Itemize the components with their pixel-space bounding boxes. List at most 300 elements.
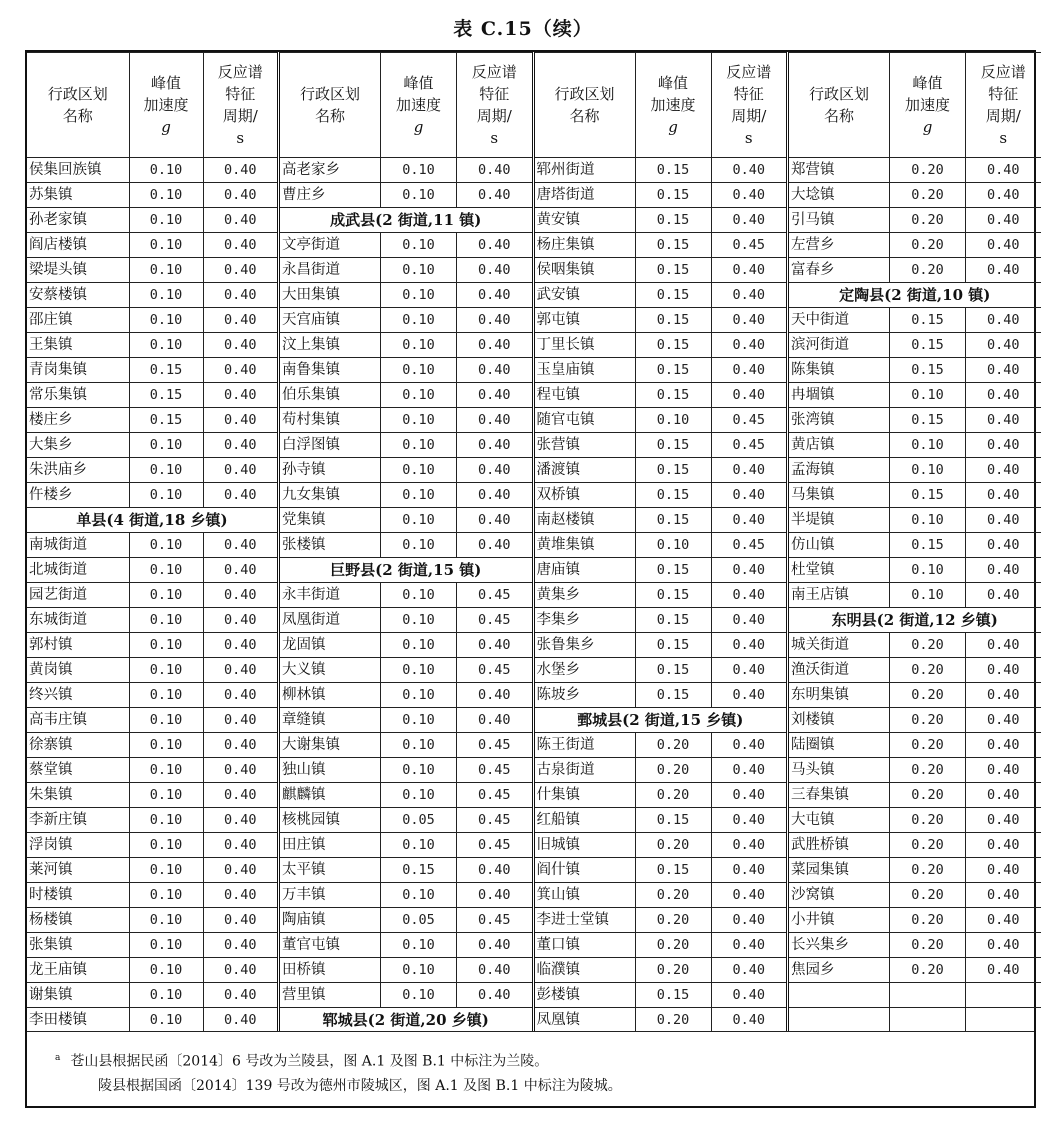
table-row xyxy=(788,358,1041,383)
table-row xyxy=(788,908,1041,933)
cell-peak-accel: 0.10 xyxy=(890,383,966,408)
table-row xyxy=(27,408,277,433)
table-row xyxy=(27,583,277,608)
cell-period: 0.40 xyxy=(711,258,786,283)
cell-peak-accel: 0.10 xyxy=(381,283,457,308)
cell-period: 0.40 xyxy=(203,358,277,383)
table-row xyxy=(279,408,532,433)
table-block-4 xyxy=(786,52,1041,1032)
table-row xyxy=(533,358,786,383)
table-row xyxy=(533,633,786,658)
table-row xyxy=(788,258,1041,283)
cell-period: 0.40 xyxy=(203,708,277,733)
cell-period: 0.40 xyxy=(457,358,532,383)
table-row xyxy=(533,483,786,508)
county-group-label: 东明县(2 街道,12 乡镇) xyxy=(788,608,1041,633)
cell-peak-accel: 0.10 xyxy=(129,833,203,858)
cell-period: 0.40 xyxy=(711,833,786,858)
table-row xyxy=(533,958,786,983)
cell-period: 0.40 xyxy=(966,333,1041,358)
cell-period: 0.40 xyxy=(203,558,277,583)
cell-name: 核桃园镇 xyxy=(279,808,381,833)
cell-name: 南鲁集镇 xyxy=(279,358,381,383)
cell-peak-accel: 0.20 xyxy=(890,958,966,983)
cell-name: 曹庄乡 xyxy=(279,183,381,208)
table-row xyxy=(279,533,532,558)
header-accel: 峰值 加速度 g xyxy=(635,53,711,158)
cell-name: 董官屯镇 xyxy=(279,933,381,958)
cell-name: 凤凰街道 xyxy=(279,608,381,633)
cell-period: 0.40 xyxy=(966,408,1041,433)
cell-name: 常乐集镇 xyxy=(27,383,129,408)
cell-peak-accel: 0.10 xyxy=(381,583,457,608)
table-row xyxy=(27,608,277,633)
table-row xyxy=(788,583,1041,608)
cell-peak-accel: 0.10 xyxy=(381,383,457,408)
cell-name: 李进士堂镇 xyxy=(533,908,635,933)
cell-name: 左营乡 xyxy=(788,233,890,258)
cell-peak-accel: 0.15 xyxy=(635,683,711,708)
cell-peak-accel: 0.10 xyxy=(129,608,203,633)
cell-peak-accel: 0.10 xyxy=(129,958,203,983)
cell-period: 0.40 xyxy=(966,933,1041,958)
table-row xyxy=(27,683,277,708)
table-row xyxy=(788,558,1041,583)
table-row xyxy=(533,433,786,458)
cell-period: 0.40 xyxy=(457,308,532,333)
cell-name: 凤凰镇 xyxy=(533,1008,635,1033)
cell-peak-accel: 0.20 xyxy=(890,183,966,208)
cell-period: 0.40 xyxy=(966,808,1041,833)
cell-peak-accel: 0.10 xyxy=(381,308,457,333)
cell-peak-accel: 0.10 xyxy=(635,533,711,558)
cell-name: 杜堂镇 xyxy=(788,558,890,583)
cell-period: 0.40 xyxy=(711,808,786,833)
cell-name: 九女集镇 xyxy=(279,483,381,508)
cell-name: 朱集镇 xyxy=(27,783,129,808)
table-row xyxy=(788,408,1041,433)
cell-peak-accel: 0.20 xyxy=(890,658,966,683)
cell-period: 0.40 xyxy=(203,858,277,883)
cell-period: 0.40 xyxy=(966,758,1041,783)
cell-name: 彭楼镇 xyxy=(533,983,635,1008)
table-row xyxy=(788,208,1041,233)
cell-period: 0.40 xyxy=(711,383,786,408)
header-row xyxy=(788,53,1041,158)
cell-period: 0.40 xyxy=(711,508,786,533)
cell-peak-accel: 0.10 xyxy=(381,358,457,383)
cell-peak-accel: 0.10 xyxy=(129,708,203,733)
cell-period: 0.40 xyxy=(203,783,277,808)
cell-period: 0.45 xyxy=(457,583,532,608)
cell-name: 田庄镇 xyxy=(279,833,381,858)
table-row xyxy=(788,758,1041,783)
cell-period: 0.40 xyxy=(203,483,277,508)
cell-period: 0.40 xyxy=(203,258,277,283)
cell-period: 0.40 xyxy=(711,933,786,958)
header-name: 行政区划 名称 xyxy=(279,53,381,158)
table-row xyxy=(533,608,786,633)
table-row xyxy=(27,158,277,183)
table-row xyxy=(279,683,532,708)
cell-name: 大集乡 xyxy=(27,433,129,458)
cell-peak-accel: 0.10 xyxy=(129,1008,203,1033)
cell-name: 大埝镇 xyxy=(788,183,890,208)
table-row xyxy=(279,308,532,333)
cell-name: 蔡堂镇 xyxy=(27,758,129,783)
cell-peak-accel: 0.15 xyxy=(635,358,711,383)
table-row xyxy=(533,258,786,283)
county-group-row xyxy=(279,558,532,583)
cell-name: 仵楼乡 xyxy=(27,483,129,508)
cell-name: 沙窝镇 xyxy=(788,883,890,908)
cell-name: 永丰街道 xyxy=(279,583,381,608)
table-row xyxy=(533,408,786,433)
table-row xyxy=(788,483,1041,508)
table-row xyxy=(533,783,786,808)
table-row xyxy=(788,883,1041,908)
cell-name: 田桥镇 xyxy=(279,958,381,983)
cell-peak-accel: 0.10 xyxy=(890,508,966,533)
table-row xyxy=(27,533,277,558)
cell-period: 0.40 xyxy=(711,733,786,758)
header-accel: 峰值 加速度 g xyxy=(381,53,457,158)
cell-peak-accel: 0.15 xyxy=(635,308,711,333)
table-title: 表 C.15（续） xyxy=(453,18,593,40)
cell-name: 武安镇 xyxy=(533,283,635,308)
cell-name xyxy=(788,983,890,1008)
cell-period: 0.40 xyxy=(711,558,786,583)
cell-name: 朱洪庙乡 xyxy=(27,458,129,483)
cell-peak-accel: 0.15 xyxy=(890,358,966,383)
cell-period: 0.40 xyxy=(966,958,1041,983)
cell-period: 0.45 xyxy=(711,433,786,458)
table-row xyxy=(533,658,786,683)
cell-period: 0.40 xyxy=(203,308,277,333)
table-row xyxy=(788,433,1041,458)
cell-peak-accel: 0.10 xyxy=(381,708,457,733)
cell-peak-accel: 0.10 xyxy=(890,583,966,608)
table-row xyxy=(533,158,786,183)
cell-name: 孙老家镇 xyxy=(27,208,129,233)
cell-name: 双桥镇 xyxy=(533,483,635,508)
cell-period: 0.45 xyxy=(457,658,532,683)
table-row xyxy=(788,458,1041,483)
cell-name: 张集镇 xyxy=(27,933,129,958)
cell-name: 章缝镇 xyxy=(279,708,381,733)
cell-peak-accel: 0.10 xyxy=(129,683,203,708)
table-row xyxy=(27,883,277,908)
table-row xyxy=(533,808,786,833)
cell-period: 0.40 xyxy=(966,458,1041,483)
cell-name: 时楼镇 xyxy=(27,883,129,908)
cell-peak-accel: 0.15 xyxy=(381,858,457,883)
cell-period: 0.40 xyxy=(711,333,786,358)
cell-peak-accel: 0.10 xyxy=(381,458,457,483)
table-row xyxy=(533,983,786,1008)
cell-period: 0.40 xyxy=(711,883,786,908)
cell-peak-accel: 0.10 xyxy=(381,883,457,908)
cell-name: 焦园乡 xyxy=(788,958,890,983)
cell-peak-accel: 0.20 xyxy=(890,258,966,283)
table-row xyxy=(27,908,277,933)
cell-period: 0.40 xyxy=(457,483,532,508)
table-row xyxy=(279,258,532,283)
cell-period: 0.40 xyxy=(203,883,277,908)
table-row xyxy=(788,308,1041,333)
table-row xyxy=(279,183,532,208)
cell-peak-accel: 0.10 xyxy=(381,333,457,358)
cell-name: 侯集回族镇 xyxy=(27,158,129,183)
cell-name: 文亭街道 xyxy=(279,233,381,258)
county-group-label: 巨野县(2 街道,15 镇) xyxy=(279,558,532,583)
cell-period: 0.40 xyxy=(966,208,1041,233)
cell-name: 李新庄镇 xyxy=(27,808,129,833)
table-row xyxy=(533,333,786,358)
table-row xyxy=(27,633,277,658)
table-row xyxy=(533,533,786,558)
header-name: 行政区划 名称 xyxy=(27,53,129,158)
cell-peak-accel: 0.15 xyxy=(635,333,711,358)
table-block-3 xyxy=(532,52,787,1032)
cell-peak-accel: 0.20 xyxy=(635,883,711,908)
cell-period: 0.40 xyxy=(457,408,532,433)
table-block-1 xyxy=(27,52,277,1032)
table-row xyxy=(27,483,277,508)
cell-name: 天宫庙镇 xyxy=(279,308,381,333)
cell-peak-accel: 0.10 xyxy=(381,758,457,783)
cell-name: 侯咽集镇 xyxy=(533,258,635,283)
cell-name: 杨庄集镇 xyxy=(533,233,635,258)
cell-name: 临濮镇 xyxy=(533,958,635,983)
table-row xyxy=(533,308,786,333)
cell-period: 0.45 xyxy=(457,733,532,758)
cell-peak-accel: 0.10 xyxy=(129,308,203,333)
cell-peak-accel: 0.10 xyxy=(381,158,457,183)
cell-period: 0.40 xyxy=(457,158,532,183)
cell-period: 0.40 xyxy=(966,308,1041,333)
table-row xyxy=(279,883,532,908)
cell-period: 0.40 xyxy=(457,383,532,408)
cell-period: 0.40 xyxy=(457,333,532,358)
cell-period: 0.40 xyxy=(203,408,277,433)
cell-peak-accel: 0.15 xyxy=(635,558,711,583)
cell-peak-accel: 0.15 xyxy=(635,983,711,1008)
cell-peak-accel: 0.10 xyxy=(129,283,203,308)
cell-name: 黄集乡 xyxy=(533,583,635,608)
cell-peak-accel: 0.15 xyxy=(129,383,203,408)
cell-period: 0.40 xyxy=(711,683,786,708)
cell-period: 0.40 xyxy=(711,483,786,508)
cell-peak-accel: 0.10 xyxy=(381,733,457,758)
table-row xyxy=(279,958,532,983)
cell-peak-accel: 0.20 xyxy=(890,233,966,258)
cell-peak-accel: 0.15 xyxy=(635,658,711,683)
table-row xyxy=(533,733,786,758)
table-row xyxy=(27,458,277,483)
header-period: 反应谱 特征 周期/ s xyxy=(457,53,532,158)
cell-peak-accel: 0.10 xyxy=(129,908,203,933)
cell-period: 0.40 xyxy=(966,783,1041,808)
table-row xyxy=(279,383,532,408)
cell-period: 0.40 xyxy=(966,833,1041,858)
cell-period: 0.40 xyxy=(966,558,1041,583)
cell-peak-accel: 0.15 xyxy=(129,358,203,383)
cell-peak-accel: 0.15 xyxy=(635,858,711,883)
cell-name: 半堤镇 xyxy=(788,508,890,533)
table-row xyxy=(279,808,532,833)
cell-peak-accel: 0.10 xyxy=(381,633,457,658)
cell-name: 永昌街道 xyxy=(279,258,381,283)
cell-peak-accel: 0.15 xyxy=(635,183,711,208)
cell-name: 古泉街道 xyxy=(533,758,635,783)
cell-period: 0.40 xyxy=(457,983,532,1008)
table-row xyxy=(27,658,277,683)
cell-peak-accel: 0.20 xyxy=(890,883,966,908)
cell-name: 张营镇 xyxy=(533,433,635,458)
cell-peak-accel xyxy=(890,1008,966,1033)
table-row xyxy=(27,333,277,358)
cell-peak-accel: 0.20 xyxy=(890,808,966,833)
cell-period: 0.40 xyxy=(966,708,1041,733)
table-row xyxy=(788,708,1041,733)
county-group-label: 鄄城县(2 街道,15 乡镇) xyxy=(533,708,786,733)
county-group-row xyxy=(788,608,1041,633)
cell-name: 郭屯镇 xyxy=(533,308,635,333)
cell-period: 0.45 xyxy=(457,908,532,933)
table-row xyxy=(279,708,532,733)
cell-name: 大谢集镇 xyxy=(279,733,381,758)
table-row xyxy=(27,1008,277,1033)
cell-period: 0.40 xyxy=(711,633,786,658)
cell-name: 黄堆集镇 xyxy=(533,533,635,558)
cell-period: 0.40 xyxy=(711,583,786,608)
cell-peak-accel: 0.20 xyxy=(635,833,711,858)
table-row xyxy=(788,683,1041,708)
county-group-row xyxy=(788,283,1041,308)
table-row xyxy=(27,283,277,308)
cell-name: 什集镇 xyxy=(533,783,635,808)
cell-name: 柳林镇 xyxy=(279,683,381,708)
cell-period: 0.40 xyxy=(711,783,786,808)
cell-name: 滨河街道 xyxy=(788,333,890,358)
table-row xyxy=(27,258,277,283)
cell-period: 0.40 xyxy=(711,183,786,208)
cell-peak-accel: 0.15 xyxy=(635,633,711,658)
cell-name: 北城街道 xyxy=(27,558,129,583)
cell-peak-accel: 0.10 xyxy=(381,833,457,858)
cell-period: 0.40 xyxy=(203,608,277,633)
cell-peak-accel: 0.10 xyxy=(381,408,457,433)
cell-peak-accel: 0.10 xyxy=(129,433,203,458)
cell-period: 0.40 xyxy=(966,483,1041,508)
cell-name: 唐塔街道 xyxy=(533,183,635,208)
cell-name: 龙王庙镇 xyxy=(27,958,129,983)
cell-period: 0.40 xyxy=(203,908,277,933)
cell-peak-accel: 0.05 xyxy=(381,908,457,933)
table-row xyxy=(279,433,532,458)
cell-peak-accel: 0.10 xyxy=(129,983,203,1008)
table-row xyxy=(279,833,532,858)
cell-name: 董口镇 xyxy=(533,933,635,958)
cell-name: 马集镇 xyxy=(788,483,890,508)
table-row xyxy=(533,283,786,308)
table-row xyxy=(27,183,277,208)
cell-name: 安蔡楼镇 xyxy=(27,283,129,308)
cell-name: 南王店镇 xyxy=(788,583,890,608)
cell-peak-accel: 0.15 xyxy=(890,308,966,333)
cell-period: 0.40 xyxy=(966,158,1041,183)
header-name: 行政区划 名称 xyxy=(533,53,635,158)
cell-peak-accel: 0.20 xyxy=(635,1008,711,1033)
cell-period: 0.40 xyxy=(457,433,532,458)
cell-peak-accel: 0.20 xyxy=(890,783,966,808)
cell-period: 0.40 xyxy=(203,683,277,708)
cell-name: 莱河镇 xyxy=(27,858,129,883)
cell-name: 南赵楼镇 xyxy=(533,508,635,533)
cell-period: 0.40 xyxy=(203,283,277,308)
table-row xyxy=(279,983,532,1008)
cell-name: 伯乐集镇 xyxy=(279,383,381,408)
cell-peak-accel: 0.15 xyxy=(890,533,966,558)
cell-peak-accel: 0.20 xyxy=(890,708,966,733)
cell-period: 0.40 xyxy=(203,633,277,658)
cell-period: 0.40 xyxy=(203,758,277,783)
cell-name: 孟海镇 xyxy=(788,458,890,483)
county-group-label: 郓城县(2 街道,20 乡镇) xyxy=(279,1008,532,1033)
header-row xyxy=(27,53,277,158)
table-row xyxy=(533,458,786,483)
cell-name: 小井镇 xyxy=(788,908,890,933)
cell-name: 引马镇 xyxy=(788,208,890,233)
cell-period: 0.40 xyxy=(457,858,532,883)
table-row xyxy=(788,158,1041,183)
header-row xyxy=(279,53,532,158)
cell-name: 独山镇 xyxy=(279,758,381,783)
cell-period: 0.40 xyxy=(203,383,277,408)
cell-name: 丁里长镇 xyxy=(533,333,635,358)
cell-name: 阎店楼镇 xyxy=(27,233,129,258)
cell-period: 0.45 xyxy=(711,233,786,258)
cell-name: 陈集镇 xyxy=(788,358,890,383)
cell-name: 唐庙镇 xyxy=(533,558,635,583)
table-row xyxy=(788,383,1041,408)
county-group-row xyxy=(27,508,277,533)
cell-period: 0.40 xyxy=(457,883,532,908)
cell-name: 杨楼镇 xyxy=(27,908,129,933)
cell-period: 0.40 xyxy=(203,658,277,683)
cell-period: 0.40 xyxy=(966,683,1041,708)
county-group-row xyxy=(533,708,786,733)
cell-peak-accel xyxy=(890,983,966,1008)
cell-peak-accel: 0.10 xyxy=(381,783,457,808)
cell-period: 0.40 xyxy=(711,458,786,483)
table-row xyxy=(533,233,786,258)
table-row xyxy=(788,933,1041,958)
cell-period: 0.40 xyxy=(457,958,532,983)
cell-period: 0.40 xyxy=(711,208,786,233)
cell-peak-accel: 0.20 xyxy=(890,733,966,758)
cell-name: 郑营镇 xyxy=(788,158,890,183)
cell-period: 0.45 xyxy=(457,833,532,858)
cell-peak-accel: 0.10 xyxy=(129,783,203,808)
cell-name: 苏集镇 xyxy=(27,183,129,208)
cell-period: 0.40 xyxy=(711,158,786,183)
cell-name: 郓州街道 xyxy=(533,158,635,183)
cell-name: 黄安镇 xyxy=(533,208,635,233)
cell-period: 0.40 xyxy=(711,858,786,883)
table-row xyxy=(27,433,277,458)
